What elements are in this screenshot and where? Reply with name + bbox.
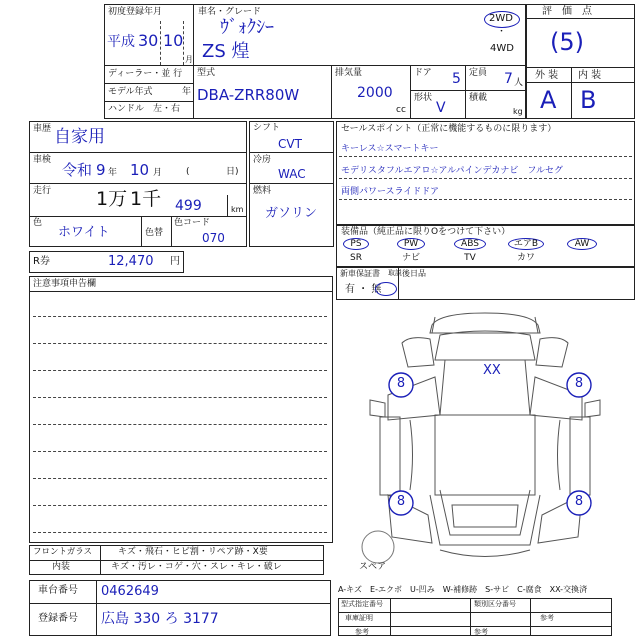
ref-label: 車庫証明 [345, 614, 373, 622]
chassis-value: 0462649 [101, 584, 159, 599]
ref-label: 参考 [474, 628, 488, 636]
divider [339, 156, 632, 157]
divider [410, 90, 526, 91]
equip-pw: PW [403, 239, 419, 249]
divider [29, 152, 247, 153]
ref-label: 参考 [540, 614, 554, 622]
drive-dot: ・ [497, 27, 507, 37]
displacement-value: 2000 [357, 85, 393, 101]
note-line [33, 532, 327, 533]
divider [104, 65, 526, 66]
first-reg-year: 30 [138, 31, 159, 50]
mileage-sen: 1千 [130, 188, 162, 210]
warranty-label: 新車保証書 [340, 269, 380, 278]
ref-label: 型式指定番号 [341, 600, 383, 608]
first-reg-era: 平成 [107, 34, 135, 50]
damage-mark-rear-right: 8 [574, 494, 584, 509]
warranty-choice: 有 ・ 無 [345, 284, 382, 295]
glass-label: フロントガラス [33, 547, 92, 557]
equip-tv: TV [464, 253, 476, 263]
equip-leather: カワ [516, 253, 535, 263]
divider [141, 216, 142, 247]
recycle-block [29, 251, 184, 273]
divider [410, 65, 411, 119]
door-value: 5 [452, 71, 461, 87]
divider [249, 183, 334, 184]
equip-ps: PS [350, 239, 362, 249]
dealer-label: ディーラー・並 行 [108, 69, 183, 79]
divider [160, 21, 161, 65]
manual-label: 取説 [388, 269, 402, 277]
load-label: 積載 [469, 93, 488, 103]
back-order-label: 後日品 [402, 269, 426, 278]
score-value: (5) [550, 28, 584, 56]
interior-value: B [580, 86, 597, 114]
notes-label: 注意事項申告欄 [33, 279, 97, 289]
kg-unit: kg [513, 107, 523, 116]
note-line [33, 397, 327, 398]
interior-text: キズ・汚レ・コゲ・穴・スレ・キレ・破レ [111, 562, 282, 572]
selling-point-line: モデリスタフルエアロ☆アルパインデカナビ フルセグ [341, 166, 563, 176]
mileage-rest: 499 [175, 198, 202, 214]
fuel-value: ガソリン [265, 206, 318, 221]
warranty-none-circle [375, 282, 397, 296]
divider [29, 603, 331, 604]
first-reg-label: 初度登録年月 [108, 7, 163, 17]
equip-sr: SR [350, 253, 362, 263]
registration-label: 登録番号 [38, 613, 78, 624]
inspection-day-open: ( [186, 167, 190, 177]
divider [227, 195, 228, 216]
note-line [33, 505, 327, 506]
history-value: 自家用 [54, 127, 105, 147]
recycle-label: R券 [33, 256, 50, 267]
recycle-value: 12,470 [108, 254, 154, 269]
shift-label: シフト [253, 123, 281, 133]
note-line [33, 451, 327, 452]
inspection-day-unit: 日) [226, 167, 239, 177]
equip-airbag: エアB [513, 239, 539, 249]
note-line [33, 370, 327, 371]
month-unit: 月 [185, 55, 193, 64]
ac-label: 冷房 [253, 155, 272, 165]
color-label: 色 [33, 218, 43, 228]
color-code-label: 色コード [174, 218, 211, 228]
ref-label: 参考 [355, 628, 369, 636]
cc-unit: cc [396, 105, 406, 115]
shape-value: V [436, 100, 446, 116]
capacity-label: 定員 [469, 68, 488, 78]
note-line [33, 424, 327, 425]
score-label: 評 価 点 [542, 6, 592, 17]
damage-mark-xx: XX [483, 363, 501, 378]
recycle-unit: 円 [170, 256, 180, 267]
divider [104, 101, 193, 102]
damage-mark-front-left: 8 [396, 376, 406, 391]
ac-value: WAC [278, 167, 306, 181]
interior-label: 内 装 [578, 70, 602, 81]
ref-label: 類別区分番号 [474, 600, 516, 608]
shape-label: 形状 [414, 93, 433, 103]
divider [171, 216, 172, 247]
model-year-unit: 年 [182, 87, 192, 97]
equip-aw: AW [574, 239, 590, 249]
damage-mark-front-right: 8 [574, 376, 584, 391]
inspection-year-unit: 年 [108, 168, 118, 178]
divider [29, 183, 247, 184]
divider [526, 67, 635, 68]
note-line [33, 316, 327, 317]
divider [96, 580, 97, 636]
displacement-label: 排気量 [335, 68, 363, 78]
divider [530, 598, 531, 636]
divider [339, 178, 632, 179]
exterior-label: 外 装 [535, 70, 559, 81]
type-label: 型式 [197, 68, 216, 78]
fuel-label: 燃料 [253, 186, 272, 196]
equipment-label: 装備品（純正品に限りOをつけて下さい） [341, 227, 511, 237]
divider [339, 199, 632, 200]
model-year-label: モデル年式 [108, 87, 153, 97]
divider [249, 152, 334, 153]
inspection-era: 令和 [62, 161, 93, 179]
color-change-label: 色替 [145, 228, 164, 238]
history-label: 車歴 [33, 124, 52, 134]
spare-label: スペア [359, 562, 387, 572]
divider [29, 216, 247, 217]
mileage-unit: km [231, 205, 244, 214]
car-diagram [340, 305, 630, 590]
drive-2wd: 2WD [489, 13, 513, 24]
divider [193, 65, 194, 119]
divider [331, 65, 332, 119]
divider [100, 545, 101, 575]
chassis-label: 車台番号 [38, 585, 78, 596]
shift-value: CVT [278, 137, 302, 151]
registration-value: 広島 330 ろ 3177 [101, 611, 219, 627]
type-value: DBA-ZRR80W [197, 86, 300, 104]
person-unit: 人 [514, 78, 524, 88]
handle-label: ハンドル 左・右 [108, 104, 181, 114]
selling-points-label: セールスポイント（正常に機能するものに限ります） [341, 124, 557, 134]
color-value: ホワイト [58, 225, 110, 240]
inspection-month-unit: 月 [153, 168, 163, 178]
exterior-value: A [540, 86, 557, 114]
divider [571, 67, 572, 119]
drive-4wd: 4WD [490, 43, 514, 54]
selling-point-line: 両側パワースライドドア [341, 187, 440, 197]
divider [338, 626, 612, 627]
divider [526, 82, 635, 83]
equip-abs: ABS [461, 239, 479, 249]
capacity-value: 7 [504, 71, 513, 87]
divider [470, 598, 471, 636]
divider [29, 291, 333, 292]
divider [193, 4, 194, 65]
divider [104, 83, 193, 84]
interior-label: 内装 [52, 562, 71, 572]
divider [390, 598, 391, 636]
inspection-month: 10 [130, 161, 150, 179]
divider [465, 65, 466, 119]
inspection-year: 9 [96, 161, 106, 179]
car-name: ｳﾞｫｸｼｰ [220, 17, 274, 38]
divider [29, 560, 324, 561]
note-line [33, 343, 327, 344]
car-grade: ZS 煌 [202, 41, 250, 62]
mileage-label: 走行 [33, 186, 52, 196]
first-reg-month: 10 [163, 31, 184, 50]
door-label: ドア [414, 68, 432, 78]
name-grade-label: 車名・グレード [198, 7, 262, 17]
divider [338, 612, 612, 613]
equip-navi: ナビ [401, 253, 420, 263]
mileage-man: 1万 [96, 188, 128, 210]
selling-point-line: キーレス☆スマートキー [341, 144, 439, 154]
color-code-value: 070 [202, 231, 225, 245]
divider [526, 18, 635, 19]
damage-mark-rear-left: 8 [396, 494, 406, 509]
note-line [33, 478, 327, 479]
inspection-label: 車検 [33, 155, 52, 165]
damage-legend: A-キズ E-エクボ U-凹み W-補修跡 S-サビ C-腐食 XX-交換済 [338, 585, 588, 594]
glass-text: キズ・飛石・ヒビ割・リペア跡・X要 [118, 547, 268, 557]
